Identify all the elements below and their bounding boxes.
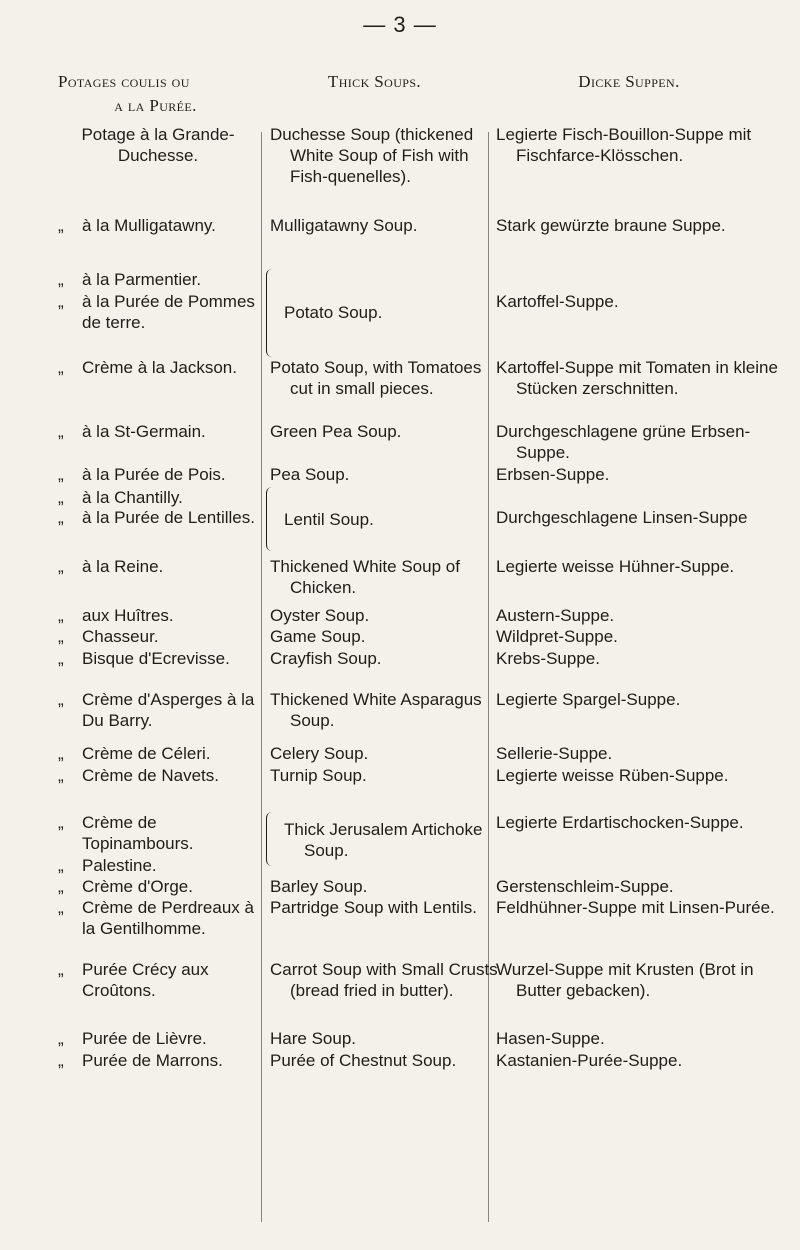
ditto-mark: „ <box>58 292 64 311</box>
brace-lentil <box>266 487 277 551</box>
german-name: Hasen-Suppe. <box>496 1029 605 1048</box>
french-text: à la Purée de Pommes de terre. <box>82 292 255 332</box>
ditto-mark: „ <box>58 216 64 235</box>
ditto-mark: „ <box>58 508 64 527</box>
column-divider-1 <box>261 132 262 1222</box>
ditto-mark: „ <box>58 465 64 484</box>
ditto-mark: „ <box>58 877 64 896</box>
ditto-mark: „ <box>58 960 64 979</box>
brace-potato <box>266 269 277 357</box>
ditto-mark: „ <box>58 766 64 785</box>
english-name-potato: Potato Soup. <box>284 303 383 322</box>
header-french-sub: a la Purée. <box>114 96 197 115</box>
french-text: Bisque d'Ecrevisse. <box>82 649 230 668</box>
french-text: Crème de Perdreaux à la Gentilhomme. <box>82 898 254 938</box>
ditto-mark: „ <box>58 557 64 576</box>
english-name: Carrot Soup with Small Crusts (bread fried in butter). <box>270 960 498 1000</box>
english-name: Pea Soup. <box>270 465 350 484</box>
french-text: à la Mulligatawny. <box>82 216 216 235</box>
english-name: Thickened White Soup of Chicken. <box>270 557 460 597</box>
page-number: — 3 — <box>363 12 437 37</box>
english-name-artichoke: Thick Jerusalem Artichoke Soup. <box>284 820 483 860</box>
french-text: à la St-Germain. <box>82 422 206 441</box>
english-name: Duchesse Soup (thickened White Soup of Fish with Fish-quenelles). <box>270 125 474 186</box>
french-text: à la Reine. <box>82 557 164 576</box>
english-name: Potato Soup, with Tomatoes cut in small pieces. <box>270 358 482 398</box>
ditto-mark: „ <box>58 1051 64 1070</box>
header-french: Potages coulis ou <box>58 72 190 91</box>
english-name: Thickened White Asparagus Soup. <box>270 690 482 730</box>
german-name: Legierte weisse Rüben-Suppe. <box>496 766 729 785</box>
english-name: Celery Soup. <box>270 744 369 763</box>
english-name: Turnip Soup. <box>270 766 367 785</box>
english-name: Game Soup. <box>270 627 366 646</box>
ditto-mark: „ <box>58 690 64 709</box>
french-text: Purée de Lièvre. <box>82 1029 207 1048</box>
german-name: Durchgeschlagene grüne Erbsen-Suppe. <box>496 422 751 462</box>
german-name: Krebs-Suppe. <box>496 649 600 668</box>
english-name: Partridge Soup with Lentils. <box>270 898 477 917</box>
french-text: Potage à la Grande-Duchesse. <box>81 125 235 165</box>
german-name: Sellerie-Suppe. <box>496 744 613 763</box>
french-text: Crème de Céleri. <box>82 744 211 763</box>
column-headers <box>58 72 758 98</box>
ditto-mark: „ <box>58 422 64 441</box>
french-text: Crème de Topinambours. <box>82 813 194 853</box>
ditto-mark: „ <box>58 1029 64 1048</box>
french-text: Purée Crécy aux Croûtons. <box>82 960 209 1000</box>
german-name: Legierte weisse Hühner-Suppe. <box>496 557 735 576</box>
french-text: à la Purée de Lentilles. <box>82 508 255 527</box>
ditto-mark: „ <box>58 358 64 377</box>
french-text: à la Parmentier. <box>82 270 202 289</box>
header-english: Thick Soups. <box>327 72 422 91</box>
ditto-mark: „ <box>58 898 64 917</box>
soup-table <box>58 72 778 1070</box>
german-name: Kartoffel-Suppe. <box>496 292 619 311</box>
french-text: à la Purée de Pois. <box>82 465 226 484</box>
ditto-mark: „ <box>58 627 64 646</box>
brace-artichoke <box>266 812 277 866</box>
french-text: aux Huîtres. <box>82 606 174 625</box>
english-name: Crayfish Soup. <box>270 649 382 668</box>
ditto-mark: „ <box>58 270 64 289</box>
german-name: Feldhühner-Suppe mit Linsen-Purée. <box>496 898 775 917</box>
english-name: Green Pea Soup. <box>270 422 402 441</box>
header-german: Dicke Suppen. <box>578 72 680 91</box>
french-text: Crème d'Orge. <box>82 877 193 896</box>
ditto-mark: „ <box>58 856 64 875</box>
german-name: Legierte Fisch-Bouillon-Suppe mit Fischfarce-Klösschen. <box>496 125 752 165</box>
french-text: Crème d'Asperges à la Du Barry. <box>82 690 255 730</box>
english-name-lentil: Lentil Soup. <box>284 510 374 529</box>
english-name: Purée of Chestnut Soup. <box>270 1051 457 1070</box>
ditto-mark: „ <box>58 813 64 832</box>
french-text: Crème à la Jackson. <box>82 358 237 377</box>
french-text: Palestine. <box>82 856 157 875</box>
german-name: Kartoffel-Suppe mit Tomaten in kleine Stücken zerschnitten. <box>496 358 778 398</box>
english-name: Barley Soup. <box>270 877 368 896</box>
german-name: Durchgeschlagene Linsen-Suppe <box>496 508 748 527</box>
ditto-mark: „ <box>58 649 64 668</box>
german-name: Erbsen-Suppe. <box>496 465 610 484</box>
ditto-mark: „ <box>58 744 64 763</box>
german-name: Legierte Erdartischocken-Suppe. <box>496 813 744 832</box>
ditto-mark: „ <box>58 606 64 625</box>
german-name: Kastanien-Purée-Suppe. <box>496 1051 683 1070</box>
german-name: Austern-Suppe. <box>496 606 615 625</box>
german-name: Wildpret-Suppe. <box>496 627 618 646</box>
ditto-mark: „ <box>58 488 64 507</box>
french-text: à la Chantilly. <box>82 488 183 507</box>
german-name: Legierte Spargel-Suppe. <box>496 690 681 709</box>
french-text: Purée de Marrons. <box>82 1051 223 1070</box>
german-name: Gerstenschleim-Suppe. <box>496 877 674 896</box>
german-name: Stark gewürzte braune Suppe. <box>496 216 726 235</box>
english-name: Mulligatawny Soup. <box>270 216 418 235</box>
english-name: Hare Soup. <box>270 1029 356 1048</box>
french-text: Chasseur. <box>82 627 159 646</box>
german-name: Wurzel-Suppe mit Krusten (Brot in Butter gebacken). <box>496 960 754 1000</box>
french-text: Crème de Navets. <box>82 766 219 785</box>
english-name: Oyster Soup. <box>270 606 370 625</box>
